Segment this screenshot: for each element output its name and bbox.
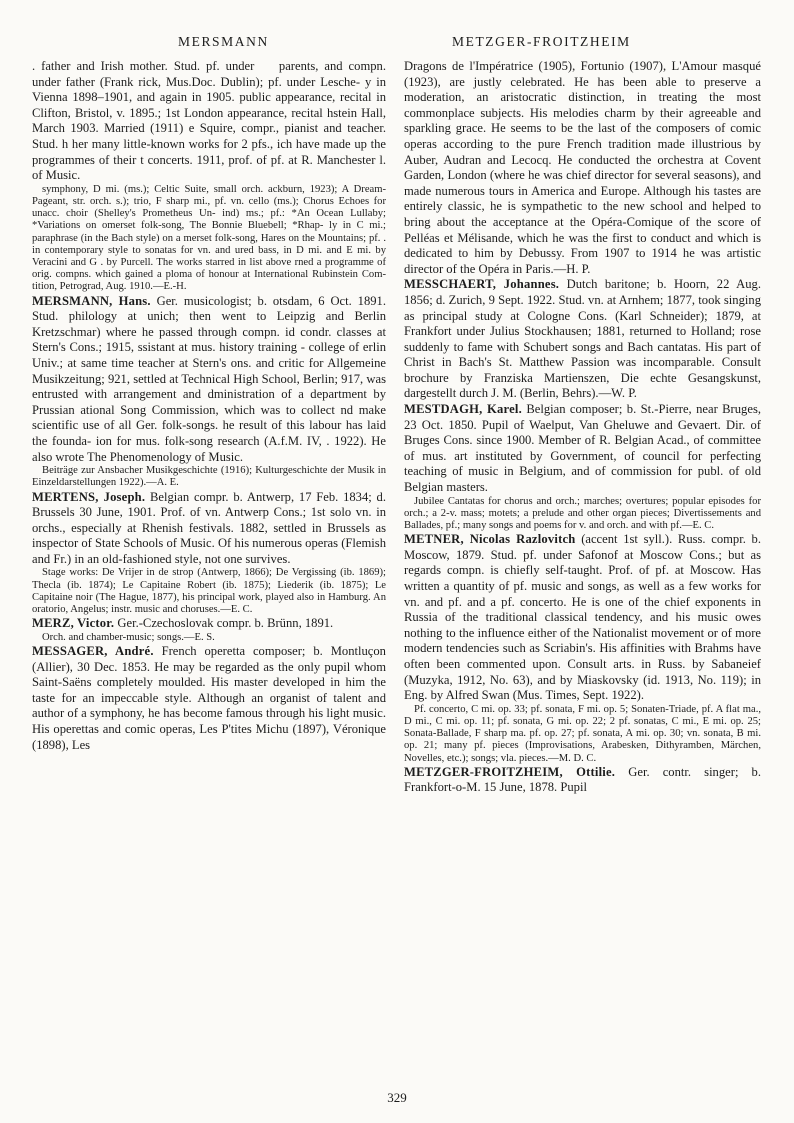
works-text: Pf. concerto, C mi. op. 33; pf. sonata, F mi. op. 5; Sonaten-Triade, pf. A flat ma., D mi., C mi. op. 11; pf. sonata, G mi. op. 22; 2 pf. sonatas, C mi., E mi. op. 25; Sonata-Ballade, F sharp ma. pf. op. 27; pf. sonata, A mi. op. 30; vn. sonata, B mi. op. 21; many pf. pieces (Improvisations, Arabesken, Dithyramben, Märchen, Novelles, etc.); songs; vla. pieces.—M. D. C. — [404, 703, 761, 764]
works-text: Orch. and chamber-music; songs.—E. S. — [42, 631, 215, 643]
entry-body: Ger. musicologist; b. otsdam, 6 Oct. 1891. Stud. philology at unich; then went to Leipzig and Berlin Kretzschmar) where he passed through compn. id condr. classes at Stern's Cons.; 1915, ssistant at mus. history training - college of erlin Univ.; at same time teacher at Stern's ons. and critic for Allgemeine Musikzeitung; 921, settled at Technical High School, Berlin; 917, was entrusted with arrangement and dministration of a department by Prussian ational Song Commission, which was to collect nd make scientific use of all Ger. folk-songs. he result of this labour has laid the founda- ion for mus. folk-song research (A.f.M. IV, . 1922). He also wrote The Phenomenology of Music. — [32, 293, 386, 464]
works-list — [32, 567, 386, 616]
works-text: symphony, D mi. (ms.); Celtic Suite, small orch. ackburn, 1923); A Dream-Pageant, str. orch. s.); trio, F sharp mi., pf. vn. cello (ms.); Chorus Echoes for unacc. choir (Shelley's Prometheus Un- ind) ms.; pf.: *An Ocean Lullaby; *Variations on omerset folk-song, The Bonnie Bluebell; *Rhap- ly in C mi.; paraphrase (in the Bach style) on a merset folk-song, Hares on the Mountains; pf. . in contemporary style to sonatas for vn. and ured bass, in D mi. and E mi. by Veracini and G . by Purcell. The works starred in list above rned a programme of orig. compns. which gained a ploma of honour at International Rubinstein Com- tition, Petrograd, Aug. 1910.—E.-H. — [32, 183, 386, 293]
entry-headword: MESSCHAERT, Johannes. — [404, 277, 560, 292]
dictionary-entry — [32, 616, 386, 632]
entry-headword: METZGER-FROITZHEIM, Ottilie. — [404, 764, 616, 779]
dictionary-entry — [32, 294, 386, 466]
entry-body: Dragons de l'Impératrice (1905), Fortunio (1907), L'Amour masqué (1923), are justly celebrated. He has been able to preserve a moderation, an aristocratic distinction, in treating the most commonplace subjects. His melodies charm by their agreeable and sparkling grace. He seems to be the last of the composers of comic operas according to the pure French tradition made illustrious by Auber, Audran and Lecocq. He conducted the orchestra at Covent Garden, London (where he was chief director for several seasons), and made numerous tours in America and Europe. Although his tastes are entirely classic, he is sympathetic to the new school and helped to bring about the acceptance at the Opéra-Comique of the score of Pelléas et Mélisande, which he was the first to conduct and which is dedicated to him by Debussy. From 1907 to 1914 he was artistic director of the Opéra in Paris.—H. P. — [404, 59, 761, 276]
right-column — [404, 59, 761, 796]
works-list — [404, 704, 761, 765]
continued-entry — [32, 59, 386, 184]
entry-headword: MESTDAGH, Karel. — [404, 402, 522, 417]
dictionary-entry — [404, 277, 761, 402]
works-list — [32, 184, 386, 294]
entry-headword: METNER, Nicolas Razlovitch — [404, 532, 576, 547]
works-text: Jubilee Cantatas for chorus and orch.; marches; overtures; popular episodes for orch.; a 2-v. mass; motets; a prelude and other organ pieces; Divertissements and Ballades, pf.; many songs and poems for v. and orch. and with pf.—E. C. — [404, 495, 761, 532]
running-head-left: MERSMANN — [178, 34, 269, 49]
entry-headword: MERTENS, Joseph. — [32, 489, 146, 504]
running-head-right: METZGER-FROITZHEIM — [452, 34, 631, 49]
works-text: Stage works: De Vrijer in de strop (Antwerp, 1866); De Vergissing (ib. 1869); Thecla (ib. 1874); Le Capitaine Robert (ib. 1875); Liederik (ib. 1875); Le Capitaine noir (The Hague, 1877), his principal work, played also in Hamburg. An oratorio, Angelus; instr. music and choruses.—E. C. — [32, 567, 386, 616]
dictionary-entry — [32, 644, 386, 753]
entry-body: . father and Irish mother. Stud. pf. under parents, and compn. under father (Frank rick, Mus.Doc. Dublin); pf. under Lesche- y in Vienna 1898–1901, and again in 1905. public appearance, recital in Clifton, Bristol, v. 1895.; 1st London appearance, recital hstein Hall, March 1903. Married (1911) e Squire, compr., pianist and teacher. Stud. h her many little-known works for 2 pfs., ich have made up the programmes of their t concerts. 1911, prof. of pf. at R. Manchester l. of Music. — [32, 59, 386, 183]
entry-body: Dutch baritone; b. Hoorn, 22 Aug. 1856; d. Zurich, 9 Sept. 1922. Stud. vn. at Arnhem; 1877, took singing as principal study at Cologne Cons. (Karl Schneider); 1879, at Frankfort under Julius Stockhausen; 1881, returned to Holland; rose suddenly to fame with Schubert songs and Bach cantatas. His part of Christ in Bach's St. Matthew Passion was incomparable. Consult brochure by Franziska Martienszen, Die echte Gesangskunst, dargestellt durch J. M. (Berlin, Behrs).—W. P. — [404, 277, 761, 401]
works-list — [404, 496, 761, 533]
works-list — [32, 632, 386, 644]
dictionary-entry — [404, 765, 761, 796]
entry-body: (accent 1st syll.). Russ. compr. b. Moscow, 1879. Stud. pf. under Safonof at Moscow Cons.; but as regards compn. is chiefly self-taught. Prof. of pf. at Moscow. Has written a quantity of pf. music and songs, as well as a few works for vn. and pf. and a pf. concerto. He is one of the chief exponents in Russia of the traditional classical tendency, and his music owes nothing to the influence either of the Nationalist movement or of more modern tendencies such as Scriabin's. His affinities with Brahms have often been commented upon. Consult arts. in Russ. by Sabaneief (Muzyka, 1912, No. 63), and by Miaskovsky (id. 1913, No. 119); in Eng. by Alfred Swan (Mus. Times, Sept. 1922). — [404, 532, 761, 703]
entry-headword: MERZ, Victor. — [32, 616, 115, 631]
entry-body: Ger.-Czechoslovak compr. b. Brünn, 1891. — [114, 616, 334, 631]
works-list — [32, 465, 386, 489]
dictionary-entry — [404, 532, 761, 704]
left-column — [32, 59, 386, 753]
entry-headword: MERSMANN, Hans. — [32, 293, 151, 308]
continued-entry — [404, 59, 761, 277]
entry-body: French operetta composer; b. Montluçon (Allier), 30 Dec. 1853. He may be regarded as the only pupil whom Saint-Saëns completely moulded. His master developed in him the taste for an impeccable style. Although an organist of talent and author of a symphony, he has become famous through his light music. His operettas and comic operas, Les P'tites Michu (1897), Véronique (1898), Les — [32, 644, 386, 752]
entry-body: Belgian compr. b. Antwerp, 17 Feb. 1834; d. Brussels 30 June, 1901. Prof. of vn. Antwerp Cons.; 1st solo vn. in orchs., especially at Rhenish festivals. 1882, settled in Brussels as inspector of State Schools of Music. Of his numerous operas (Flemish and Fr.) in an old-fashioned style, not one survives. — [32, 489, 387, 566]
page-number: 329 — [387, 1090, 407, 1105]
works-text: Beiträge zur Ansbacher Musikgeschichte (1916); Kulturgeschichte der Musik in Einzeldarstellungen 1922).—A. E. — [32, 465, 386, 489]
entry-body: Ger. contr. singer; b. Frankfort-o-M. 15 June, 1878. Pupil — [404, 764, 762, 795]
entry-headword: MESSAGER, André. — [32, 644, 154, 659]
entry-body: Belgian composer; b. St.-Pierre, near Bruges, 23 Oct. 1850. Pupil of Waelput, Van Gheluwe and Gevaert. Dir. of Bruges Cons. since 1900. Member of R. Belgian Acad., of committee of mus. art instituted by Government, of council for perfecting teaching of music in Belgium, and of commission for publ. of old Belgian masters. — [404, 402, 761, 495]
dictionary-entry — [404, 402, 761, 496]
dictionary-entry — [32, 490, 386, 568]
